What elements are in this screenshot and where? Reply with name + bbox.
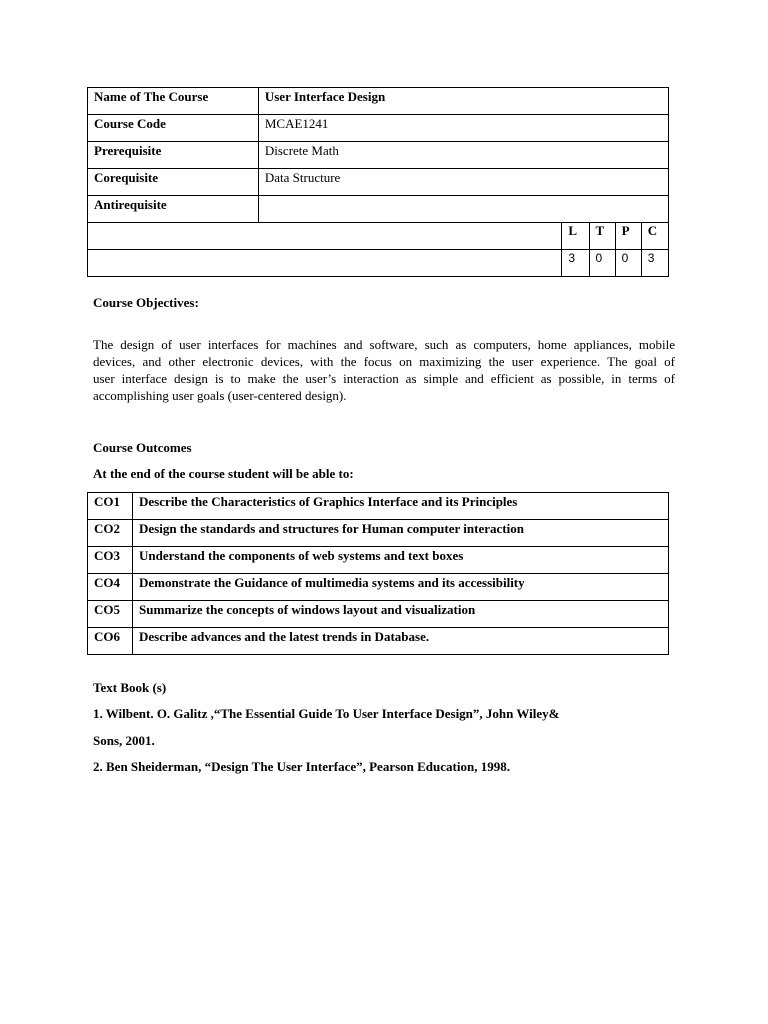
table-row: [88, 493, 669, 520]
textbook-heading: Text Book (s): [93, 680, 167, 695]
prerequisite-row: [88, 142, 669, 169]
textbook-entry-1: 1. Wilbent. O. Galitz ,“The Essential Guide To User Interface Design”, John Wiley&: [93, 706, 560, 721]
outcome-code: CO3: [88, 547, 133, 574]
course-info-table: [87, 87, 669, 277]
outcome-code: CO2: [88, 520, 133, 547]
table-row: [88, 628, 669, 655]
table-row: [88, 601, 669, 628]
table-row: [88, 547, 669, 574]
course-code-value: MCAE1241: [258, 115, 668, 142]
outcome-text: Describe the Characteristics of Graphics Interface and its Principles: [133, 493, 669, 520]
textbook-entry-2: 2. Ben Sheiderman, “Design The User Interface”, Pearson Education, 1998.: [93, 759, 510, 774]
outcome-text: Demonstrate the Guidance of multimedia systems and its accessibility: [133, 574, 669, 601]
antirequisite-value: [258, 196, 668, 223]
outcomes-heading: Course Outcomes: [93, 440, 192, 455]
prerequisite-label: Prerequisite: [88, 142, 259, 169]
outcome-text: Design the standards and structures for Human computer interaction: [133, 520, 669, 547]
outcome-code: CO5: [88, 601, 133, 628]
corequisite-value: Data Structure: [258, 169, 668, 196]
objectives-paragraph: [93, 336, 675, 404]
course-name-row: [88, 88, 669, 115]
ltpc-value-row: [88, 250, 669, 277]
antirequisite-row: [88, 196, 669, 223]
outcomes-intro: At the end of the course student will be able to:: [93, 466, 354, 481]
textbook-entry-1-cont: Sons, 2001.: [93, 733, 155, 748]
antirequisite-label: Antirequisite: [88, 196, 259, 223]
objectives-line: accomplishing user goals (user-centered design).: [93, 388, 347, 403]
table-row: [88, 574, 669, 601]
ltpc-value-l: 3: [562, 250, 589, 277]
ltpc-spacer: [88, 250, 562, 277]
course-name-value: User Interface Design: [258, 88, 668, 115]
objectives-line: devices, and other electronic devices, with the focus on maximizing the user experience. The goal of: [93, 354, 675, 369]
objectives-heading: Course Objectives:: [93, 295, 199, 310]
outcome-code: CO4: [88, 574, 133, 601]
course-code-label: Course Code: [88, 115, 259, 142]
ltpc-value-c: 3: [641, 250, 668, 277]
ltpc-header-row: [88, 223, 669, 250]
outcome-text: Summarize the concepts of windows layout and visualization: [133, 601, 669, 628]
objectives-line: user interface design is to make the user’s interaction as simple and efficient as possible, in terms of: [93, 371, 675, 386]
prerequisite-value: Discrete Math: [258, 142, 668, 169]
corequisite-row: [88, 169, 669, 196]
outcome-code: CO6: [88, 628, 133, 655]
corequisite-label: Corequisite: [88, 169, 259, 196]
outcome-code: CO1: [88, 493, 133, 520]
ltpc-header-c: C: [641, 223, 668, 250]
ltpc-header-l: L: [562, 223, 589, 250]
ltpc-spacer: [88, 223, 562, 250]
ltpc-value-t: 0: [589, 250, 615, 277]
ltpc-header-t: T: [589, 223, 615, 250]
outcome-text: Describe advances and the latest trends in Database.: [133, 628, 669, 655]
ltpc-header-p: P: [615, 223, 641, 250]
course-code-row: [88, 115, 669, 142]
course-name-label: Name of The Course: [88, 88, 259, 115]
table-row: [88, 520, 669, 547]
outcomes-table: [87, 492, 669, 655]
objectives-line: The design of user interfaces for machines and software, such as computers, home appliances, mobile: [93, 337, 675, 352]
outcome-text: Understand the components of web systems and text boxes: [133, 547, 669, 574]
ltpc-value-p: 0: [615, 250, 641, 277]
